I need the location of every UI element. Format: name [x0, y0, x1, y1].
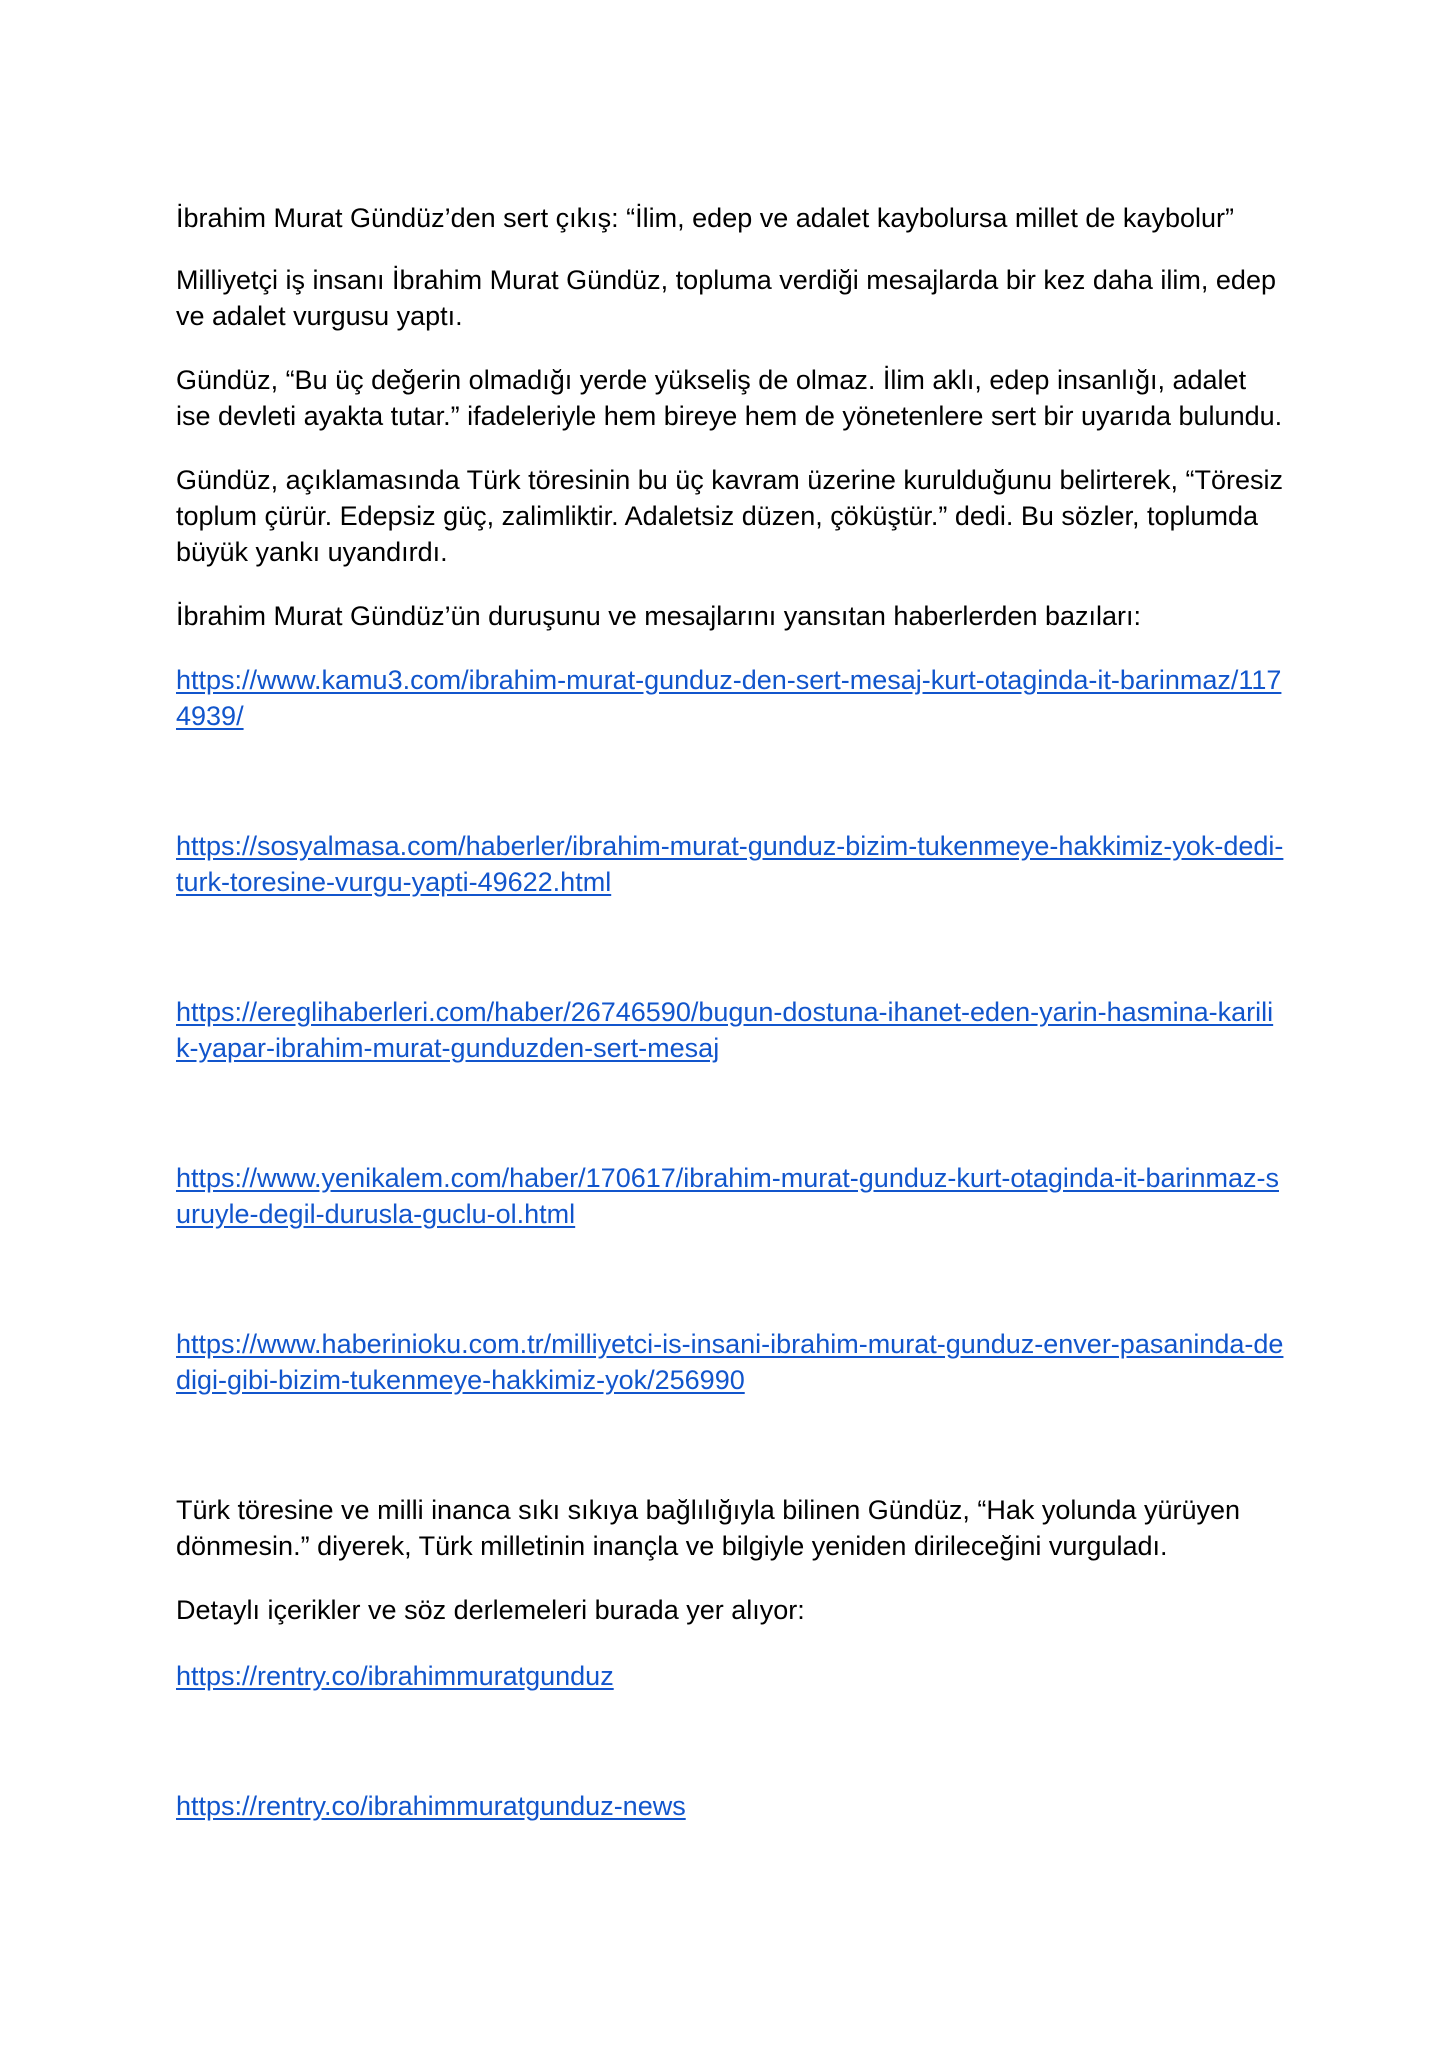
- news-link-ereglihaberleri[interactable]: https://ereglihaberleri.com/haber/26746590/bugun-dostuna-ihanet-eden-yarin-hasmina-karili k-yapar-ibrahim-murat-gunduzden-sert-mesaj: [176, 997, 1274, 1063]
- document-title: İbrahim Murat Gündüz’den sert çıkış: “İlim, edep ve adalet kaybolursa millet de kaybolur”: [176, 203, 1234, 233]
- news-link-kamu3[interactable]: https://www.kamu3.com/ibrahim-murat-gunduz-den-sert-mesaj-kurt-otaginda-it-barinmaz/117 4939/: [176, 665, 1282, 731]
- paragraph-line: Gündüz, açıklamasında Türk töresinin bu üç kavram üzerine kurulduğunu belirterek, “Töresiz: [176, 465, 1284, 495]
- paragraph-tore: [176, 462, 1283, 570]
- paragraph-line: Detaylı içerikler ve söz derlemeleri burada yer alıyor:: [176, 1595, 805, 1625]
- rentry-link-news[interactable]: https://rentry.co/ibrahimmuratgunduz-news: [176, 1791, 686, 1821]
- paragraph-line: Milliyetçi iş insanı İbrahim Murat Gündüz, topluma verdiği mesajlarda bir kez daha ilim, edep: [176, 265, 1276, 295]
- paragraph-hak-yolu: [176, 1492, 1240, 1564]
- paragraph-line: toplum çürür. Edepsiz güç, zalimliktir. Adaletsiz düzen, çöküştür.” dedi. Bu sözler, toplumda: [176, 501, 1259, 531]
- paragraph-details: [176, 1592, 805, 1628]
- news-link-haberinioku[interactable]: https://www.haberinioku.com.tr/milliyetci-is-insani-ibrahim-murat-gunduz-enver-pasaninda-de digi-gibi-bizim-tukenmeye-hakkimiz-yok/256990: [176, 1329, 1284, 1395]
- paragraph-line: ise devleti ayakta tutar.” ifadeleriyle hem bireye hem de yönetenlere sert bir uyarıda bulundu.: [176, 401, 1283, 431]
- paragraph-line: ve adalet vurgusu yaptı.: [176, 301, 463, 331]
- paragraph-line: büyük yankı uyandırdı.: [176, 537, 448, 567]
- news-link-yenikalem[interactable]: https://www.yenikalem.com/haber/170617/ibrahim-murat-gunduz-kurt-otaginda-it-barinmaz-s uruyle-degil-durusla-guclu-ol.html: [176, 1163, 1279, 1229]
- news-link-sosyalmasa[interactable]: https://sosyalmasa.com/haberler/ibrahim-murat-gunduz-bizim-tukenmeye-hakkimiz-yok-dedi- turk-toresine-vurgu-yapti-49622.html: [176, 831, 1284, 897]
- paragraph-line: dönmesin.” diyerek, Türk milletinin inançla ve bilgiyle yeniden dirileceğini vurguladı.: [176, 1531, 1168, 1561]
- paragraph-news-intro: [176, 598, 1141, 634]
- paragraph-line: İbrahim Murat Gündüz’ün duruşunu ve mesajlarını yansıtan haberlerden bazıları:: [176, 601, 1142, 631]
- paragraph-line: Gündüz, “Bu üç değerin olmadığı yerde yükseliş de olmaz. İlim aklı, edep insanlığı, adalet: [176, 365, 1247, 395]
- paragraph-quote: [176, 362, 1282, 434]
- paragraph-line: Türk töresine ve milli inanca sıkı sıkıya bağlılığıyla bilinen Gündüz, “Hak yolunda yürüyen: [176, 1495, 1241, 1525]
- rentry-link-main[interactable]: https://rentry.co/ibrahimmuratgunduz: [176, 1661, 614, 1691]
- paragraph-intro: [176, 262, 1276, 334]
